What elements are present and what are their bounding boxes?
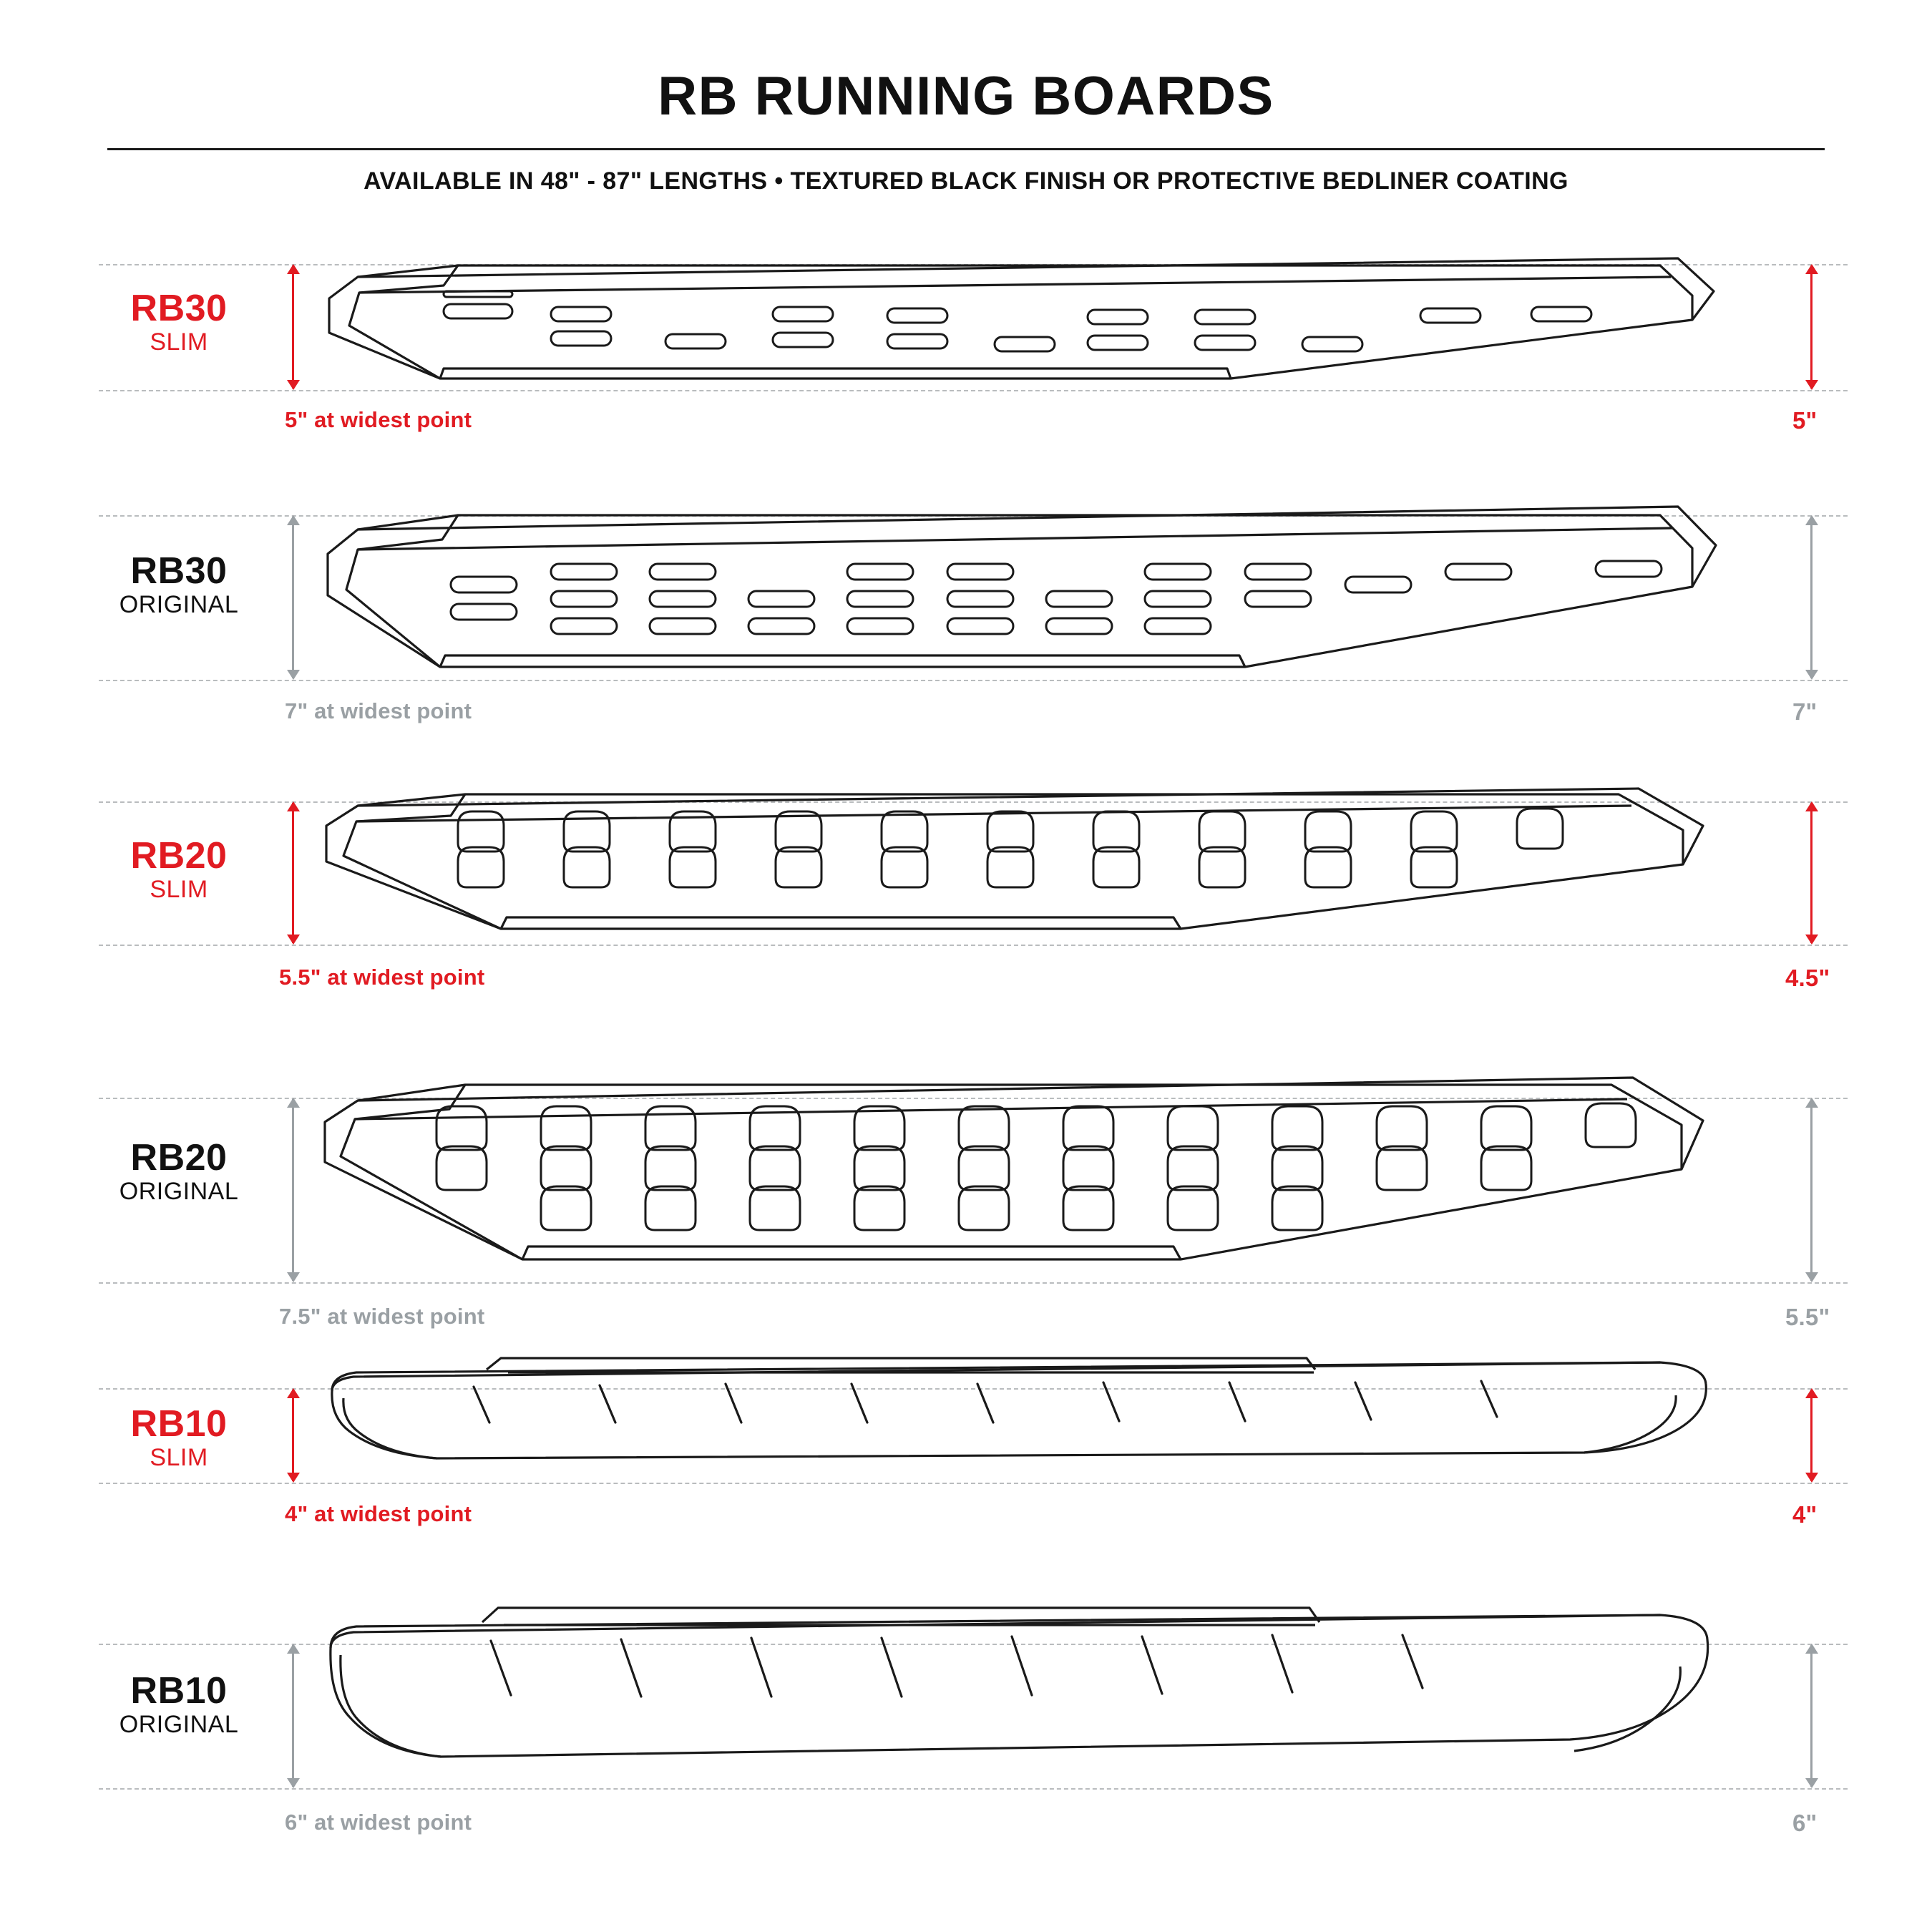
arrow-head-up-icon (1805, 1644, 1818, 1654)
label-rb20-slim (86, 834, 272, 905)
height-arrow-left (292, 1645, 294, 1787)
width-callout: 7.5" at widest point (279, 1303, 485, 1329)
width-callout: 5.5" at widest point (279, 964, 485, 990)
height-arrow-right (1810, 803, 1813, 943)
label-rb10-original (86, 1669, 272, 1740)
variant-label: SLIM (150, 875, 208, 903)
product-row-rb10-slim (0, 1354, 1932, 1601)
variant-label: SLIM (150, 328, 208, 356)
product-row-rb30-original (0, 495, 1932, 781)
height-callout: 4" (1792, 1501, 1818, 1528)
arrow-head-up-icon (287, 1644, 300, 1654)
height-callout: 7" (1792, 698, 1818, 725)
arrow-head-up-icon (287, 1388, 300, 1398)
header (0, 0, 1932, 195)
title-divider (107, 148, 1825, 150)
height-arrow-right (1810, 1390, 1813, 1481)
height-callout: 5" (1792, 406, 1818, 434)
model-label: RB30 (130, 287, 228, 329)
model-label: RB10 (130, 1669, 228, 1712)
model-label: RB20 (130, 834, 228, 877)
arrow-head-down-icon (1805, 1778, 1818, 1788)
arrow-head-down-icon (287, 670, 300, 680)
arrow-head-down-icon (1805, 1473, 1818, 1483)
board-illustration-rb10-slim (315, 1354, 1732, 1511)
label-rb20-original (86, 1136, 272, 1207)
height-arrow-left (292, 1390, 294, 1481)
product-row-rb20-slim (0, 781, 1932, 1068)
product-row-rb20-original (0, 1068, 1932, 1354)
page-subtitle: AVAILABLE IN 48" - 87" LENGTHS • TEXTURED BLACK FINISH OR PROTECTIVE BEDLINER COATING (364, 167, 1568, 195)
height-arrow-right (1810, 265, 1813, 389)
label-rb30-slim (86, 287, 272, 358)
board-illustration-rb20-original (315, 1068, 1732, 1304)
height-arrow-right (1810, 517, 1813, 678)
variant-label: ORIGINAL (119, 1177, 239, 1205)
arrow-head-down-icon (287, 1272, 300, 1282)
arrow-head-up-icon (1805, 801, 1818, 811)
arrow-head-down-icon (287, 1473, 300, 1483)
arrow-head-down-icon (1805, 380, 1818, 390)
arrow-head-down-icon (1805, 670, 1818, 680)
variant-label: ORIGINAL (119, 590, 239, 618)
arrow-head-up-icon (287, 515, 300, 525)
arrow-head-up-icon (287, 801, 300, 811)
arrow-head-up-icon (1805, 264, 1818, 274)
board-illustration-rb10-original (315, 1601, 1732, 1808)
arrow-head-up-icon (287, 264, 300, 274)
arrow-head-down-icon (287, 935, 300, 945)
model-label: RB30 (130, 550, 228, 592)
height-arrow-right (1810, 1099, 1813, 1281)
arrow-head-up-icon (1805, 1388, 1818, 1398)
width-callout: 7" at widest point (285, 698, 472, 723)
product-row-rb30-slim (0, 248, 1932, 495)
page-title: RB RUNNING BOARDS (658, 66, 1274, 127)
arrow-head-up-icon (287, 1098, 300, 1108)
model-label: RB10 (130, 1402, 228, 1445)
height-callout: 4.5" (1785, 964, 1830, 991)
label-rb30-original (86, 552, 272, 620)
width-callout: 4" at widest point (285, 1501, 472, 1526)
height-arrow-left (292, 265, 294, 389)
product-rows (0, 248, 1932, 1887)
height-arrow-left (292, 517, 294, 678)
variant-label: ORIGINAL (119, 1710, 239, 1738)
board-illustration-rb20-slim (315, 781, 1732, 975)
width-callout: 6" at widest point (285, 1809, 472, 1835)
height-callout: 5.5" (1785, 1303, 1830, 1330)
arrow-head-down-icon (1805, 935, 1818, 945)
arrow-head-up-icon (1805, 1098, 1818, 1108)
arrow-head-down-icon (287, 380, 300, 390)
label-rb10-slim (86, 1402, 272, 1473)
board-illustration-rb30-original (315, 495, 1732, 703)
height-arrow-left (292, 803, 294, 943)
height-callout: 6" (1792, 1809, 1818, 1836)
height-arrow-right (1810, 1645, 1813, 1787)
arrow-head-up-icon (1805, 515, 1818, 525)
model-label: RB20 (130, 1136, 228, 1179)
height-arrow-left (292, 1099, 294, 1281)
arrow-head-down-icon (1805, 1272, 1818, 1282)
width-callout: 5" at widest point (285, 406, 472, 432)
arrow-head-down-icon (287, 1778, 300, 1788)
board-illustration-rb30-slim (315, 248, 1732, 413)
product-row-rb10-original (0, 1601, 1932, 1887)
variant-label: SLIM (150, 1443, 208, 1471)
